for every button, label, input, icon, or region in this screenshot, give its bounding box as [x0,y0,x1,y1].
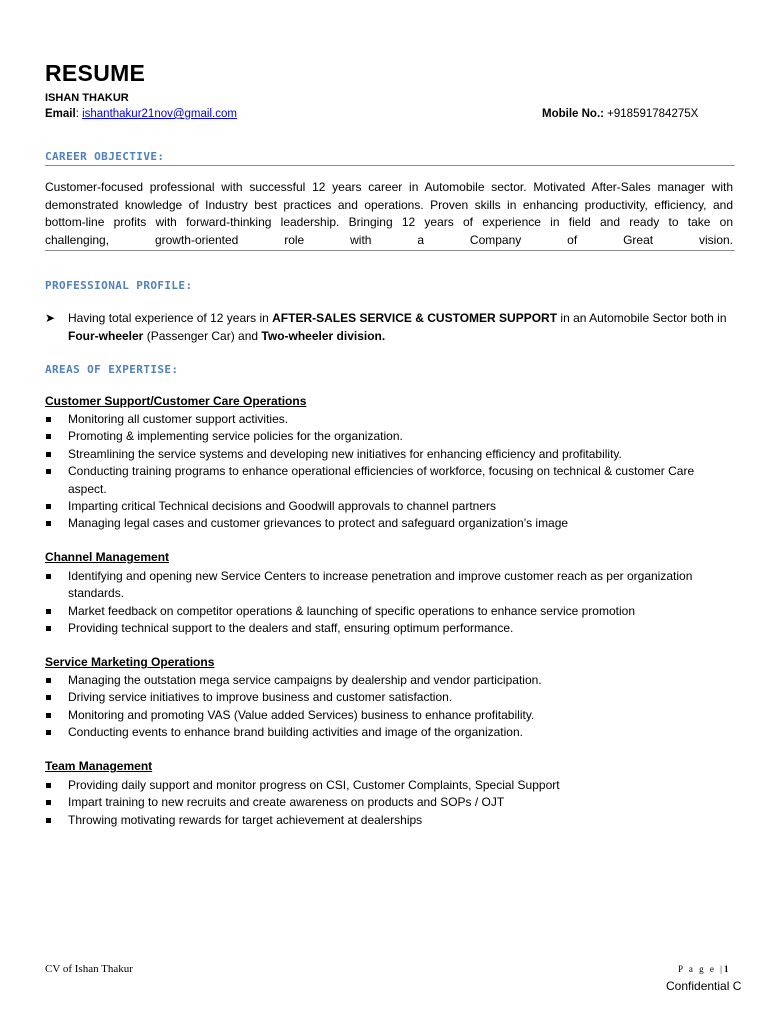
email-link[interactable]: ishanthakur21nov@gmail.com [82,108,237,120]
professional-profile-item: ➤ Having total experience of 12 years in AFTER-SALES SERVICE & CUSTOMER SUPPORT in an Automobile Sector both in Four-wheeler (Passenger Car) and Two-wheeler division. [45,311,727,343]
contact-line: Email: ishanthakur21nov@gmail.com Mobile No.: +918591784275X [45,108,699,120]
square-bullet-icon [46,452,51,457]
list-item: Streamlining the service systems and developing new initiatives for enhancing efficiency and profitability. [45,446,735,463]
career-objective-heading: CAREER OBJECTIVE: [45,150,165,163]
candidate-name: ISHAN THAKUR [45,92,129,104]
list-item: Monitoring all customer support activities. [45,411,735,428]
page-title: RESUME [45,60,146,86]
list-item: Conducting training programs to enhance operational efficiencies of workforce, focusing on technical & customer Care aspect. [45,463,735,498]
square-bullet-icon [46,521,51,526]
list-item: Promoting & implementing service policies for the organization. [45,428,735,445]
square-bullet-icon [46,609,51,614]
footer-page-number: P a g e |1 [678,964,729,974]
professional-profile-heading: PROFESSIONAL PROFILE: [45,279,193,292]
expertise-group-title: Service Marketing Operations [45,655,215,669]
mobile-label: Mobile No.: [542,108,604,120]
objective-line: challenging, growth-oriented role with a Company of Great vision. [45,232,733,247]
expertise-group-title: Customer Support/Customer Care Operations [45,394,307,408]
list-item: Impart training to new recruits and create awareness on products and SOPs / OJT [45,794,735,811]
square-bullet-icon [46,695,51,700]
section-divider [45,165,735,166]
mobile-value: +918591784275X [607,108,699,120]
email-label: Email [45,108,76,120]
list-item: Imparting critical Technical decisions and Goodwill approvals to channel partners [45,498,735,515]
expertise-list [45,777,735,829]
square-bullet-icon [46,434,51,439]
mobile-number [542,108,698,120]
expertise-list [45,411,735,533]
square-bullet-icon [46,574,51,579]
objective-line: bottom-line profits with forward-thinking leadership. Bringing 12 years of experience in field and ready to take on [45,215,733,230]
square-bullet-icon [46,713,51,718]
list-item: Driving service initiatives to improve business and customer satisfaction. [45,689,735,706]
section-divider [45,250,735,251]
confidential-label: Confidential C [666,979,742,993]
objective-line: demonstrated knowledge of Industry best practices and operations. Proven skills in enhancing productivity, efficiency, and [45,197,733,212]
list-item: Monitoring and promoting VAS (Value added Services) business to enhance profitability. [45,707,735,724]
square-bullet-icon [46,818,51,823]
expertise-group-title: Channel Management [45,550,170,564]
list-item: Identifying and opening new Service Centers to increase penetration and improve customer reach as per organization standards. [45,568,735,603]
square-bullet-icon [46,678,51,683]
expertise-list [45,672,735,742]
footer-document-label: CV of Ishan Thakur [45,963,133,975]
areas-of-expertise-heading: AREAS OF EXPERTISE: [45,363,179,376]
square-bullet-icon [46,504,51,509]
square-bullet-icon [46,626,51,631]
list-item: Throwing motivating rewards for target achievement at dealerships [45,812,735,829]
arrow-bullet-icon: ➤ [45,311,56,325]
list-item: Managing the outstation mega service campaigns by dealership and vendor participation. [45,672,735,689]
square-bullet-icon [46,800,51,805]
square-bullet-icon [46,469,51,474]
expertise-group-title: Team Management [45,759,153,773]
list-item: Managing legal cases and customer grievances to protect and safeguard organization’s image [45,515,735,532]
expertise-list [45,568,735,638]
square-bullet-icon [46,417,51,422]
list-item: Providing technical support to the dealers and staff, ensuring optimum performance. [45,620,735,637]
career-objective-text [45,179,733,249]
objective-line: Customer-focused professional with successful 12 years career in Automobile sector. Motivated After-Sales manager with [45,180,733,194]
list-item: Market feedback on competitor operations & launching of specific operations to enhance service promotion [45,603,735,620]
square-bullet-icon [46,783,51,788]
list-item: Conducting events to enhance brand building activities and image of the organization. [45,724,735,741]
square-bullet-icon [46,730,51,735]
list-item: Providing daily support and monitor progress on CSI, Customer Complaints, Special Support [45,777,735,794]
